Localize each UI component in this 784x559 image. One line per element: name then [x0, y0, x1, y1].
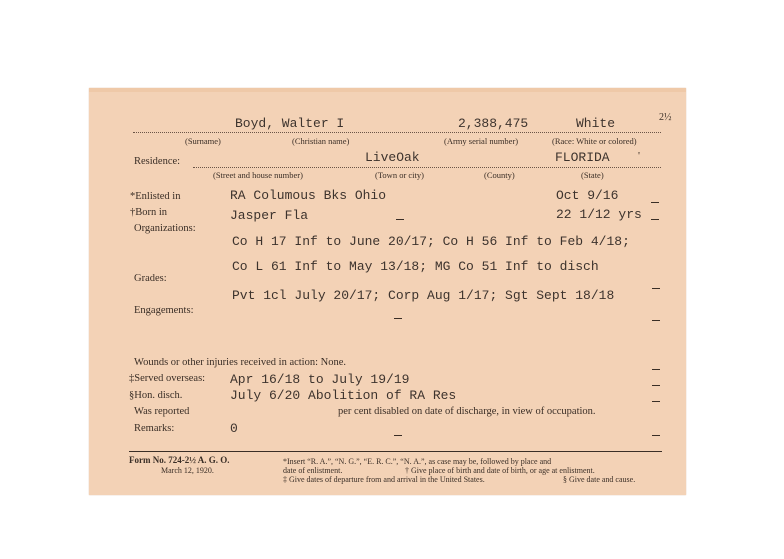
- caption-serial-number: (Army serial number): [444, 136, 519, 146]
- footnote-enlisted-cont: date of enlistment.: [283, 466, 343, 475]
- form-number: Form No. 724-2½ A. G. O.: [129, 455, 230, 465]
- grades-dash: [652, 288, 660, 289]
- footnote-birth: † Give place of birth and date of birth, or age at enlistment.: [405, 466, 595, 475]
- enlisted-value: RA Columous Bks Ohio: [230, 188, 387, 203]
- engagements-dash: [394, 318, 402, 319]
- caption-street: (Street and house number): [213, 170, 303, 180]
- residence-label: Residence:: [134, 156, 181, 167]
- serial-number-value: 2,388,475: [458, 116, 529, 131]
- organizations-line-1: Co H 17 Inf to June 20/17; Co H 56 Inf to Feb 4/18;: [232, 234, 630, 249]
- born-label: †Born in: [130, 207, 168, 218]
- served-overseas-label: ‡Served overseas:: [129, 373, 206, 384]
- residence-town-value: LiveOak: [365, 150, 420, 165]
- footnote-discharge: § Give date and cause.: [563, 475, 636, 484]
- remarks-dash: [394, 435, 402, 436]
- caption-christian-name: (Christian name): [292, 136, 350, 146]
- remarks-label: Remarks:: [134, 423, 175, 434]
- caption-town: (Town or city): [375, 170, 424, 180]
- born-dash: [396, 219, 404, 220]
- fraction-mark: 2½: [659, 112, 672, 123]
- footnote-enlisted: *Insert “R. A.”, “N. G.”, “E. R. C.”, “N. A.”, as case may be, followed by place and: [283, 457, 552, 466]
- enlisted-dash: [651, 202, 659, 203]
- hon-disch-label: §Hon. disch.: [129, 390, 183, 401]
- disability-text: per cent disabled on date of discharge, in view of occupation.: [338, 406, 596, 417]
- born-value: Jasper Fla: [230, 208, 309, 223]
- remarks-value: 0: [230, 421, 238, 436]
- residence-rule: [193, 167, 661, 168]
- footnote-overseas: ‡ Give dates of departure from and arrival in the United States.: [283, 475, 485, 484]
- caption-race: (Race: White or colored): [552, 136, 637, 146]
- footer-rule: [129, 451, 662, 452]
- engagements-dash-right: [652, 320, 660, 321]
- served-overseas-value: Apr 16/18 to July 19/19: [230, 372, 410, 387]
- caption-surname: (Surname): [185, 136, 221, 146]
- caption-state: (State): [581, 170, 604, 180]
- age-value: 22 1/12 yrs: [556, 207, 642, 222]
- served-dash: [652, 385, 660, 386]
- hon-disch-dash: [652, 401, 660, 402]
- residence-tick: ': [638, 150, 640, 162]
- service-record-card: [89, 88, 686, 495]
- enlisted-date-value: Oct 9/16: [556, 188, 619, 203]
- age-dash: [651, 219, 659, 220]
- header-rule: [133, 132, 661, 133]
- enlisted-label: *Enlisted in: [130, 191, 181, 202]
- caption-county: (County): [484, 170, 515, 180]
- remarks-dash-right: [652, 435, 660, 436]
- residence-state-value: FLORIDA: [555, 150, 610, 165]
- was-reported-label: Was reported: [134, 406, 190, 417]
- race-value: White: [576, 116, 616, 131]
- engagements-label: Engagements:: [134, 305, 194, 316]
- grades-value: Pvt 1cl July 20/17; Corp Aug 1/17; Sgt Sept 18/18: [232, 288, 615, 303]
- wounds-dash: [652, 369, 660, 370]
- surname-value: Boyd, Walter I: [235, 116, 345, 131]
- organizations-line-2: Co L 61 Inf to May 13/18; MG Co 51 Inf to disch: [232, 259, 599, 274]
- hon-disch-value: July 6/20 Abolition of RA Res: [230, 388, 457, 403]
- organizations-label: Organizations:: [134, 223, 196, 234]
- wounds-text: Wounds or other injuries received in action: None.: [134, 357, 347, 368]
- form-date: March 12, 1920.: [161, 466, 214, 475]
- grades-label: Grades:: [134, 273, 167, 284]
